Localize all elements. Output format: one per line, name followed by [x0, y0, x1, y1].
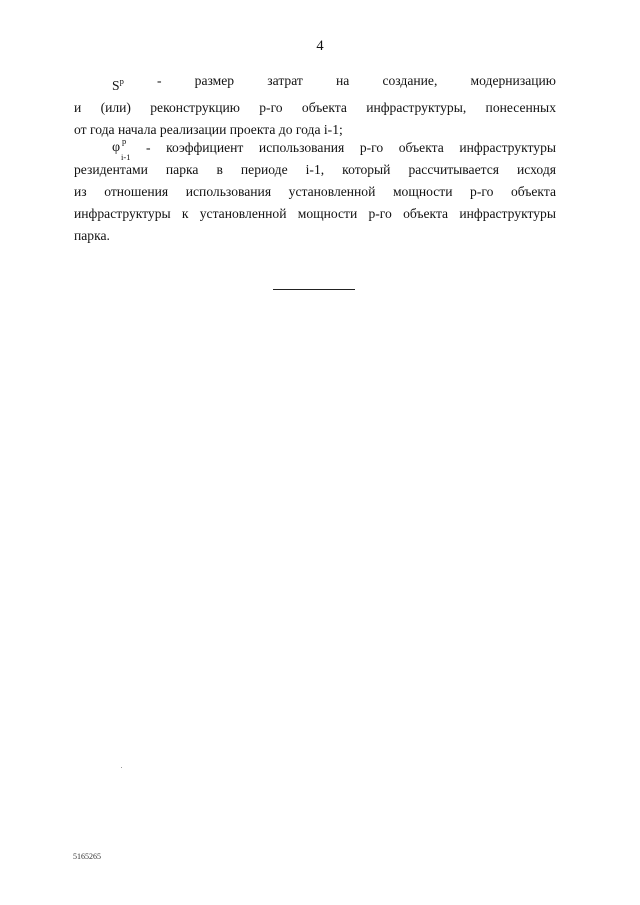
page-number: 4 — [316, 38, 324, 54]
sp-line-2 — [74, 97, 556, 119]
paragraph-sp-definition — [74, 70, 556, 141]
phi-symbol — [74, 136, 146, 162]
phi-line-4-text: инфраструктуры к установленной мощности р-го объекта инфраструктуры — [74, 206, 556, 221]
phi-line-1-text: - коэффициент использования р-го объекта инфраструктуры — [146, 140, 556, 155]
phi-line-2-text: резидентами парка в периоде i-1, который рассчитывается исходя — [74, 162, 556, 177]
phi-line-1 — [74, 136, 556, 162]
phi-line-5: парка. — [74, 228, 110, 243]
sp-word: размер — [194, 73, 235, 88]
phi-line-3-text: из отношения использования установленной мощности р-го объекта — [74, 184, 556, 199]
phi-symbol-base: φ — [112, 140, 121, 155]
sp-word: модернизацию — [470, 73, 556, 88]
sp-symbol-base: S — [112, 78, 120, 93]
document-code: 5165265 — [73, 852, 101, 861]
sp-line-2-text: и (или) реконструкцию р-го объекта инфраструктуры, понесенных — [74, 100, 556, 115]
phi-symbol-superscript: p — [122, 136, 127, 146]
sp-symbol-superscript: p — [119, 76, 124, 86]
sp-word: - — [156, 73, 162, 88]
end-divider-rule — [273, 289, 355, 290]
phi-symbol-subscript: i-1 — [121, 152, 131, 162]
sp-word: на — [336, 73, 350, 88]
sp-line-1 — [74, 70, 556, 97]
paragraph-phi-definition — [74, 137, 556, 247]
phi-line-4 — [74, 203, 556, 225]
sp-line-3: от года начала реализации проекта до года i-1; — [74, 122, 343, 137]
phi-line-3 — [74, 181, 556, 203]
scan-speck — [121, 767, 122, 768]
sp-word: затрат — [267, 73, 303, 88]
sp-symbol — [74, 70, 124, 97]
sp-word: создание, — [382, 73, 438, 88]
phi-line-2 — [74, 159, 556, 181]
